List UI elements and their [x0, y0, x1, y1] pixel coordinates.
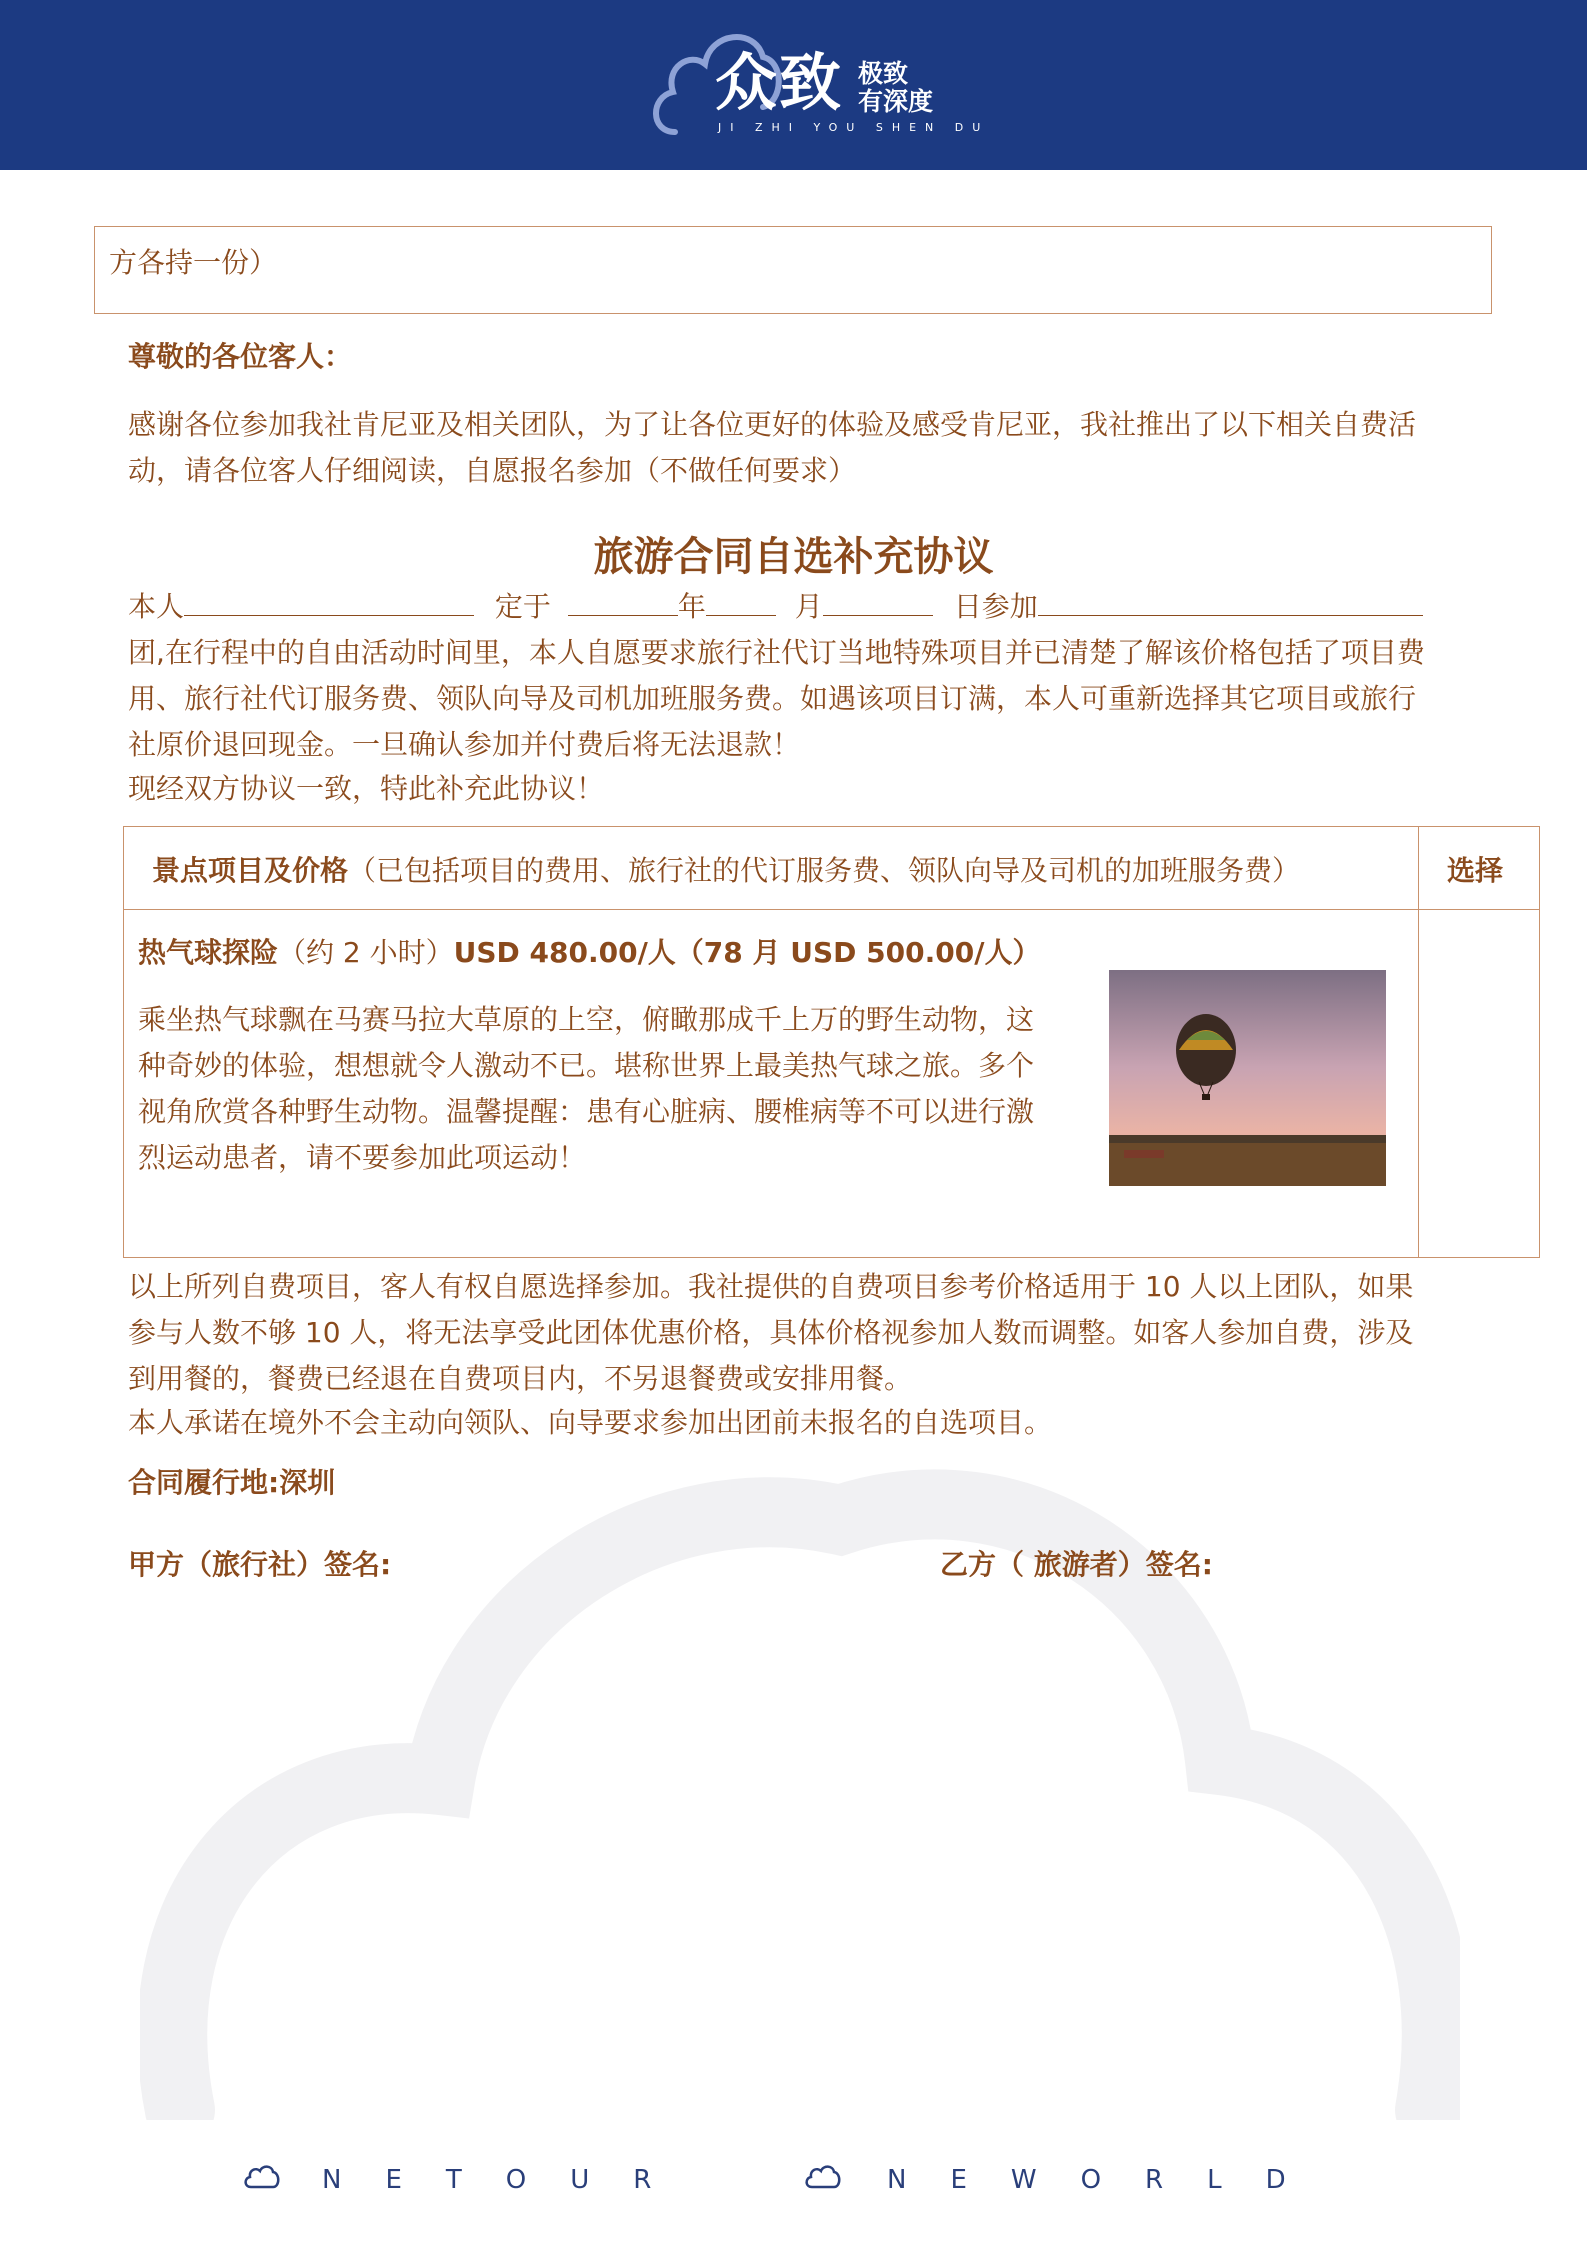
blank-month[interactable]: [823, 587, 933, 616]
agreement-line5: 现经双方协议一致，特此补充此协议！: [128, 772, 605, 805]
footer-netour: NETOUR: [322, 2165, 696, 2195]
item-desc-line4: 烈运动患者，请不要参加此项运动！: [138, 1141, 587, 1174]
agreement-title: 旅游合同自选补充协议: [593, 534, 994, 580]
cloud-footer-icon: [243, 2163, 281, 2193]
label-day: 日参加: [953, 590, 1038, 623]
label-set: 定于: [494, 590, 551, 623]
blank-name[interactable]: [184, 587, 474, 616]
table-header-item: [152, 849, 1300, 889]
logo-tagline-line1: 极致: [858, 59, 909, 88]
item-desc-line1: 乘坐热气球飘在马赛马拉大草原的上空，俯瞰那成千上万的野生动物，这: [138, 1003, 1035, 1036]
notes-line1: 以上所列自费项目，客人有权自愿选择参加。我社提供的自费项目参考价格适用于 10 人以上团队，如果: [128, 1270, 1414, 1303]
cloud-footer-icon: [804, 2163, 842, 2193]
item-duration: （约 2 小时）: [278, 936, 454, 969]
blank-year-after: [706, 587, 776, 616]
item-desc-line3: 视角欣赏各种野生动物。温馨提醒：患有心脏病、腰椎病等不可以进行激: [138, 1095, 1035, 1128]
intro-line2: 动，请各位客人仔细阅读，自愿报名参加（不做任何要求）: [128, 454, 857, 487]
table-header-note: （已包括项目的费用、旅行社的代订服务费、领队向导及司机的加班服务费）: [348, 854, 1301, 887]
top-notice-box: [94, 226, 1492, 314]
header-banner: [0, 0, 1587, 170]
logo-text: 众致: [715, 46, 844, 119]
item-desc-line2: 种奇妙的体验，想想就令人激动不已。堪称世界上最美热气球之旅。多个: [138, 1049, 1035, 1082]
notes-line3: 到用餐的，餐费已经退在自费项目内，不另退餐费或安排用餐。: [128, 1362, 913, 1395]
notes-line2: 参与人数不够 10 人，将无法享受此团体优惠价格，具体价格视参加人数而调整。如客人参加自费，涉及: [128, 1316, 1414, 1349]
blank-tour[interactable]: [1038, 587, 1423, 616]
item-description: [138, 997, 1078, 1181]
logo-tagline-line2: 有深度: [858, 87, 934, 116]
item-title: [138, 931, 1040, 971]
logo-tagline: [858, 60, 938, 116]
notes-line4: 本人承诺在境外不会主动向领队、向导要求参加出团前未报名的自选项目。: [128, 1406, 1053, 1439]
contract-place: 合同履行地:深圳: [128, 1466, 336, 1499]
footer-neworld: NEWORLD: [887, 2165, 1330, 2195]
table-divider-v: [1418, 827, 1419, 1257]
table-divider-h: [124, 909, 1539, 910]
blank-year[interactable]: [568, 587, 678, 616]
agreement-line2: 团,在行程中的自由活动时间里，本人自愿要求旅行社代订当地特殊项目并已清楚了解该价格包括了项目费: [128, 636, 1425, 669]
agreement-fill-line: [128, 584, 1423, 630]
agreement-line3: 用、旅行社代订服务费、领队向导及司机加班服务费。如遇该项目订满，本人可重新选择其它项目或旅行: [128, 682, 1417, 715]
excursion-table: [123, 826, 1540, 1258]
item-price: USD 480.00/人（78 月 USD 500.00/人）: [453, 936, 1041, 969]
hot-air-balloon-photo: [1109, 970, 1386, 1186]
party-b-signature-label: 乙方（ 旅游者）签名:: [940, 1548, 1213, 1581]
item-name: 热气球探险: [138, 936, 279, 969]
top-notice-text: 方各持一份）: [109, 246, 278, 279]
intro-line1: 感谢各位参加我社肯尼亚及相关团队，为了让各位更好的体验及感受肯尼亚，我社推出了以下相关自费活: [128, 408, 1417, 441]
label-person: 本人: [128, 590, 185, 623]
party-a-signature-label: 甲方（旅行社）签名:: [128, 1548, 392, 1581]
logo-pinyin: JI ZHI YOU SHEN DU: [718, 121, 990, 134]
label-year: 年: [677, 590, 706, 623]
table-header-select: 选择: [1447, 854, 1504, 887]
greeting: 尊敬的各位客人：: [128, 340, 353, 373]
table-header-bold: 景点项目及价格: [152, 854, 349, 887]
label-month: 月: [794, 590, 823, 623]
agreement-line4: 社原价退回现金。一旦确认参加并付费后将无法退款！: [128, 728, 801, 761]
